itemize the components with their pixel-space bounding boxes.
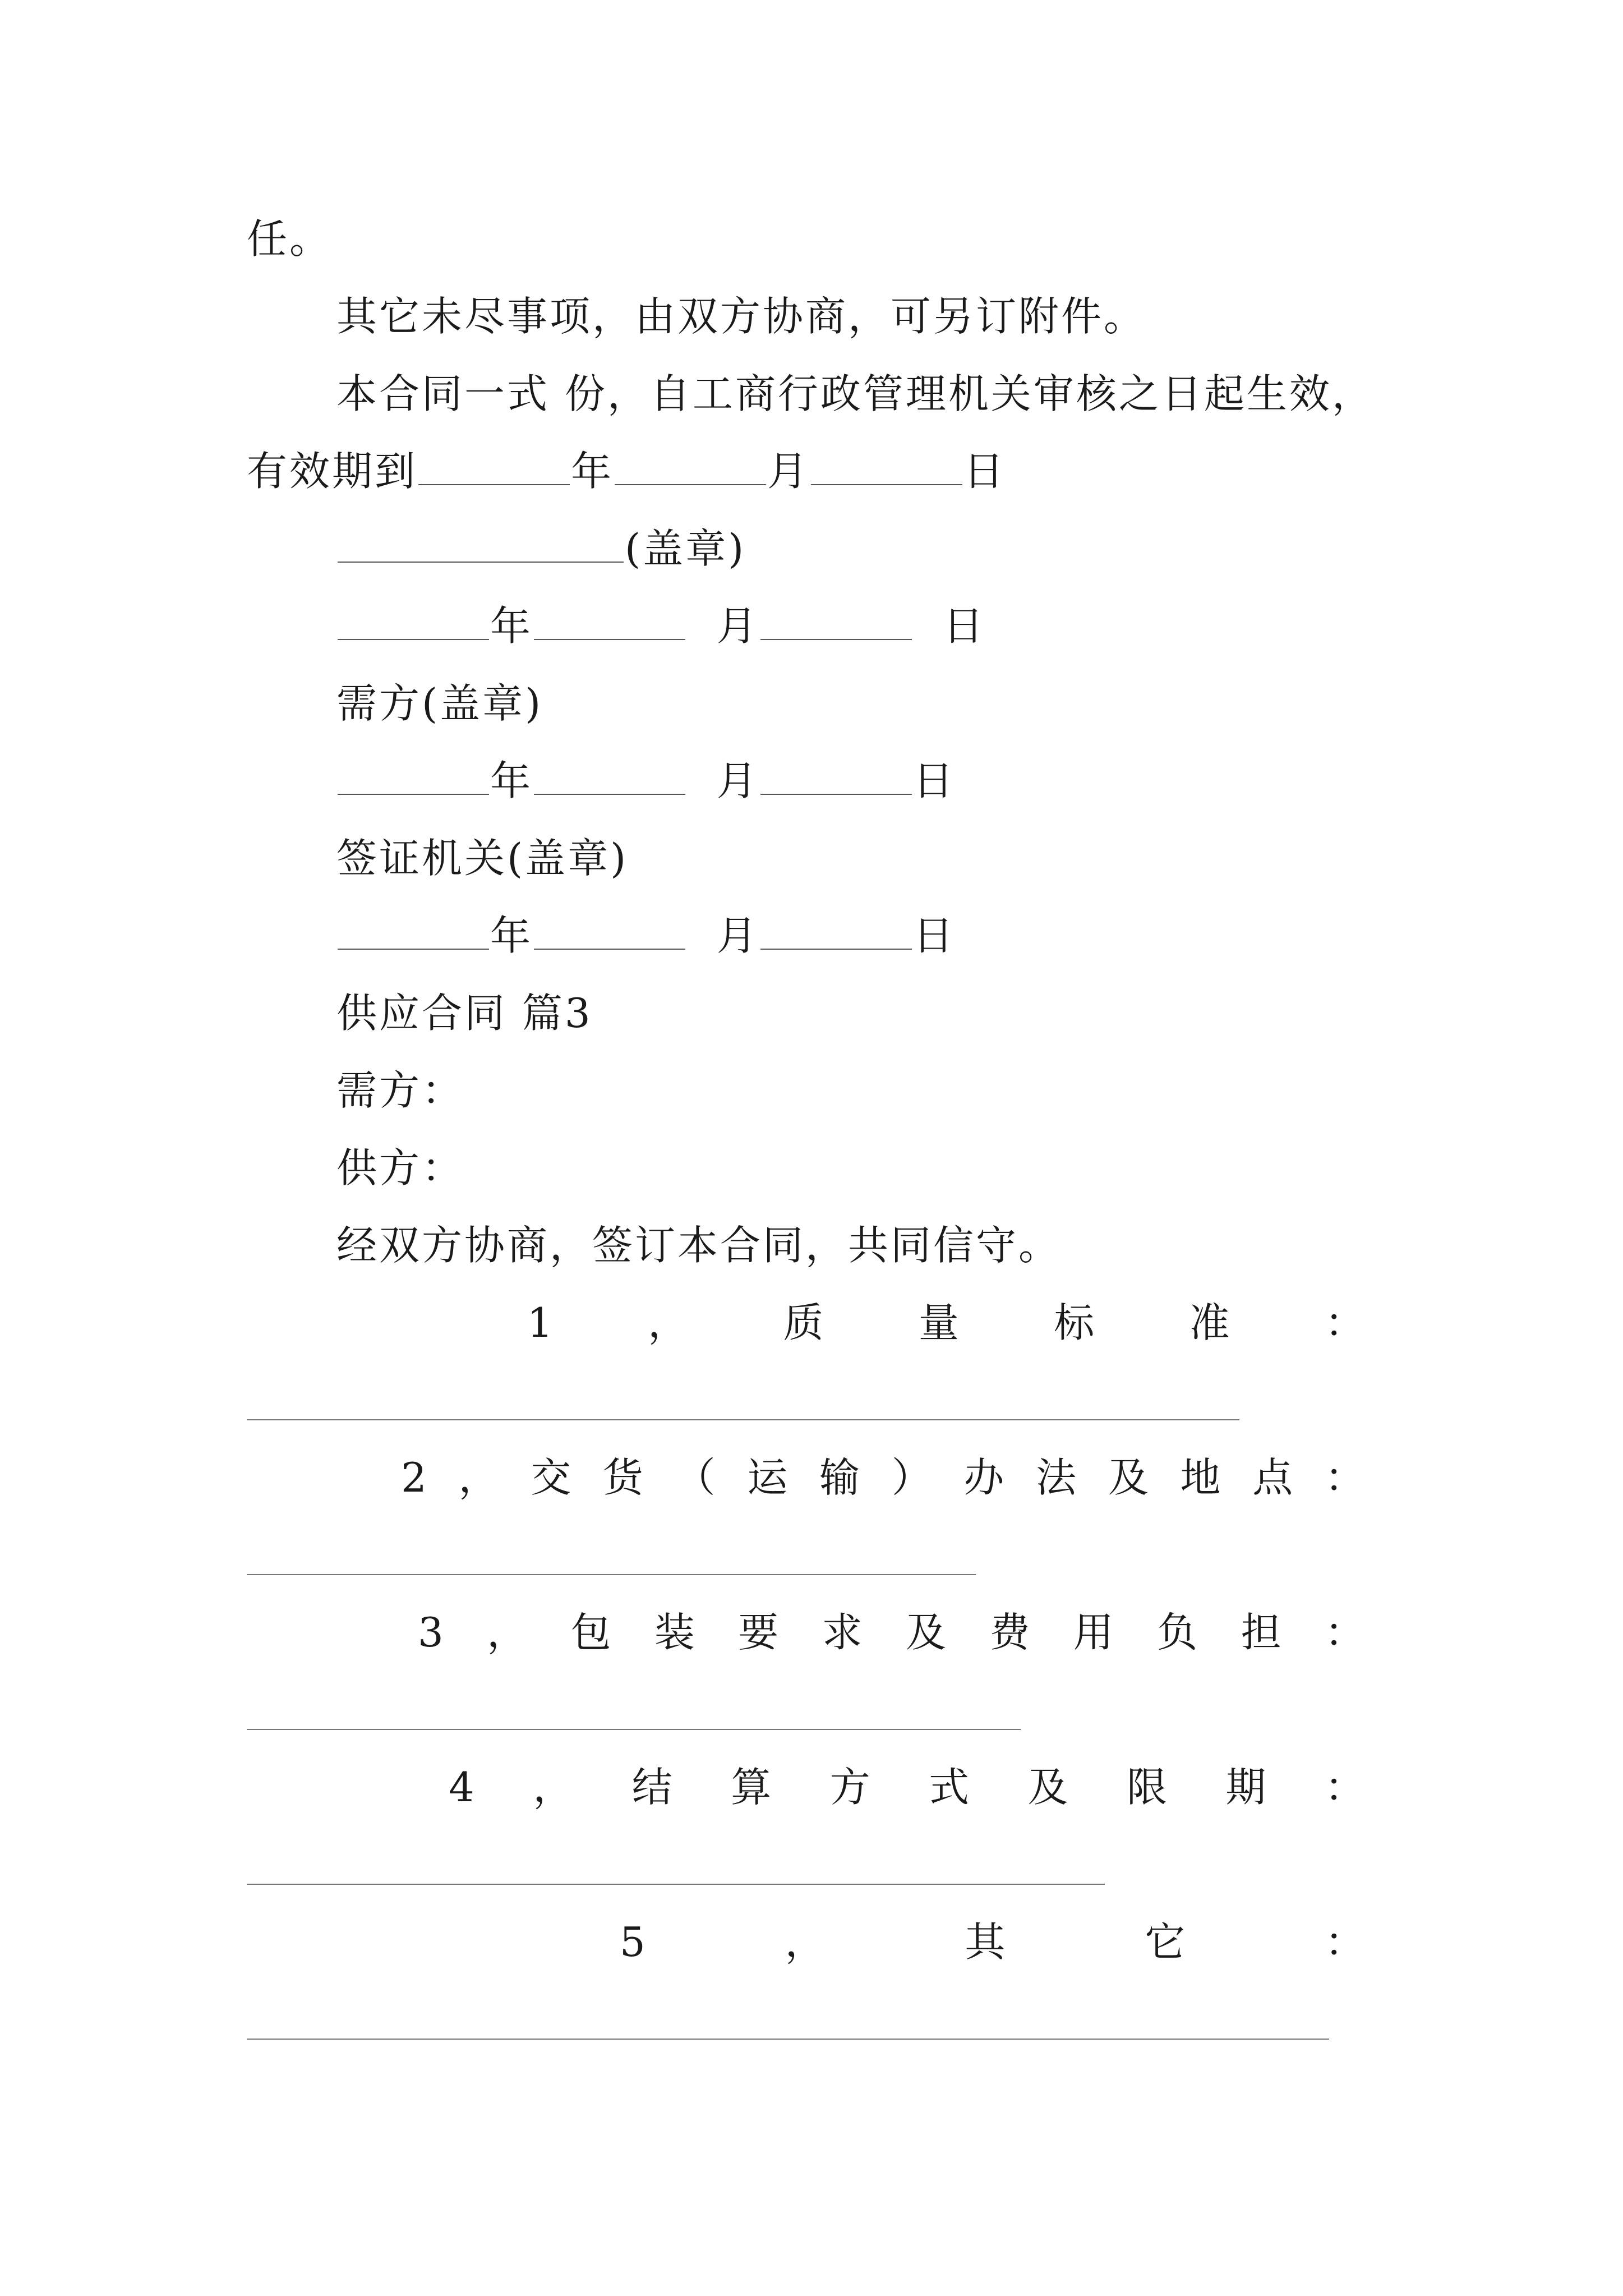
item-char: 要 — [738, 1609, 779, 1656]
item-char: 求 — [822, 1609, 863, 1656]
text-line-copies: 本合同一式 份，自工商行政管理机关审核之日起生效， — [336, 370, 1375, 417]
day-blank — [760, 637, 912, 640]
item-char: 包 — [570, 1609, 611, 1656]
fill-line-other — [247, 2039, 1329, 2040]
supplier-seal-line — [336, 525, 746, 572]
item-char: 量 — [918, 1299, 959, 1346]
month-blank — [615, 482, 766, 485]
item-char: ， — [648, 1299, 689, 1346]
item-char: 担 — [1241, 1609, 1281, 1656]
supplier-date-line — [336, 602, 986, 650]
item-char: 标 — [1054, 1299, 1095, 1346]
item-char: 准 — [1189, 1299, 1230, 1346]
item-char: ， — [487, 1609, 528, 1656]
item-char: 2 — [401, 1454, 427, 1501]
contract-title: 供应合同 篇3 — [336, 990, 593, 1037]
year-label: 年 — [490, 912, 533, 959]
month-label: 月 — [716, 912, 759, 959]
day-label: 日 — [963, 448, 1007, 495]
item-char: ， — [785, 1918, 826, 1966]
item-char: 费 — [989, 1609, 1030, 1656]
item-char: 输 — [819, 1454, 860, 1501]
month-blank — [534, 946, 685, 950]
fill-line-quality — [247, 1419, 1239, 1420]
month-label: 月 — [716, 602, 759, 650]
item-char: 货 — [602, 1454, 643, 1501]
month-blank — [534, 792, 685, 795]
item-char: 式 — [929, 1764, 970, 1811]
month-label: 月 — [716, 757, 759, 804]
item-settlement — [449, 1764, 1365, 1811]
item-char: 4 — [449, 1764, 474, 1811]
text-line-other-matters: 其它未尽事项，由双方协商，可另订附件。 — [336, 293, 1147, 340]
buyer-line: 需方： — [336, 1067, 465, 1114]
supplier-line: 供方： — [336, 1144, 465, 1191]
day-blank — [760, 946, 912, 950]
item-char: 5 — [620, 1918, 645, 1966]
day-label: 日 — [912, 912, 956, 959]
year-label: 年 — [490, 757, 533, 804]
day-label: 日 — [912, 757, 956, 804]
item-char: 3 — [418, 1609, 444, 1656]
year-label: 年 — [490, 602, 533, 650]
item-char: 方 — [829, 1764, 870, 1811]
item-char: 运 — [747, 1454, 788, 1501]
item-char: 其 — [965, 1918, 1006, 1966]
item-char: 交 — [531, 1454, 571, 1501]
day-label: 日 — [943, 602, 986, 650]
fill-line-delivery — [247, 1574, 976, 1575]
year-label: 年 — [571, 448, 614, 495]
item-char: 办 — [963, 1454, 1004, 1501]
supplier-name-blank — [338, 559, 624, 563]
item-char: ： — [1324, 1609, 1365, 1656]
item-packaging — [418, 1609, 1365, 1656]
year-blank — [338, 946, 489, 950]
year-blank — [418, 482, 570, 485]
item-char: 装 — [654, 1609, 695, 1656]
validity-label: 有效期到 — [247, 448, 418, 495]
supplier-seal-label: (盖章) — [625, 525, 746, 572]
item-char: 质 — [783, 1299, 824, 1346]
item-char: 负 — [1157, 1609, 1198, 1656]
month-blank — [534, 637, 685, 640]
day-blank — [760, 792, 912, 795]
agreement-line: 经双方协商，签订本合同，共同信守。 — [336, 1222, 1062, 1269]
visa-date-line — [336, 912, 956, 959]
item-char: 用 — [1073, 1609, 1114, 1656]
item-char: 限 — [1126, 1764, 1167, 1811]
item-char: 法 — [1036, 1454, 1077, 1501]
fill-line-settlement — [247, 1884, 1105, 1885]
item-char: ） — [891, 1454, 932, 1501]
item-char: ： — [1324, 1454, 1365, 1501]
item-other — [620, 1918, 1365, 1966]
year-blank — [338, 792, 489, 795]
item-char: 及 — [1027, 1764, 1068, 1811]
buyer-seal-line: 需方(盖章) — [336, 680, 543, 727]
item-char: 及 — [1108, 1454, 1149, 1501]
item-char: ： — [1324, 1299, 1365, 1346]
day-blank — [811, 482, 962, 485]
item-char: 地 — [1180, 1454, 1221, 1501]
month-label: 月 — [767, 448, 810, 495]
item-quality-standard — [527, 1299, 1365, 1346]
visa-seal-line: 签证机关(盖章) — [336, 835, 629, 882]
item-char: ， — [533, 1764, 574, 1811]
item-char: ， — [458, 1454, 499, 1501]
item-char: 及 — [906, 1609, 947, 1656]
item-char: 点 — [1252, 1454, 1293, 1501]
buyer-date-line — [336, 757, 956, 804]
item-char: 结 — [631, 1764, 672, 1811]
item-char: 算 — [731, 1764, 772, 1811]
item-char: ： — [1324, 1764, 1365, 1811]
item-delivery-method — [401, 1454, 1365, 1501]
item-char: 1 — [527, 1299, 553, 1346]
validity-line — [247, 448, 1007, 495]
fill-line-packaging — [247, 1729, 1021, 1730]
year-blank — [338, 637, 489, 640]
item-char: （ — [675, 1454, 716, 1501]
text-line-1: 任。 — [247, 215, 333, 263]
item-char: 期 — [1225, 1764, 1266, 1811]
item-char: ： — [1324, 1918, 1365, 1966]
item-char: 它 — [1145, 1918, 1186, 1966]
